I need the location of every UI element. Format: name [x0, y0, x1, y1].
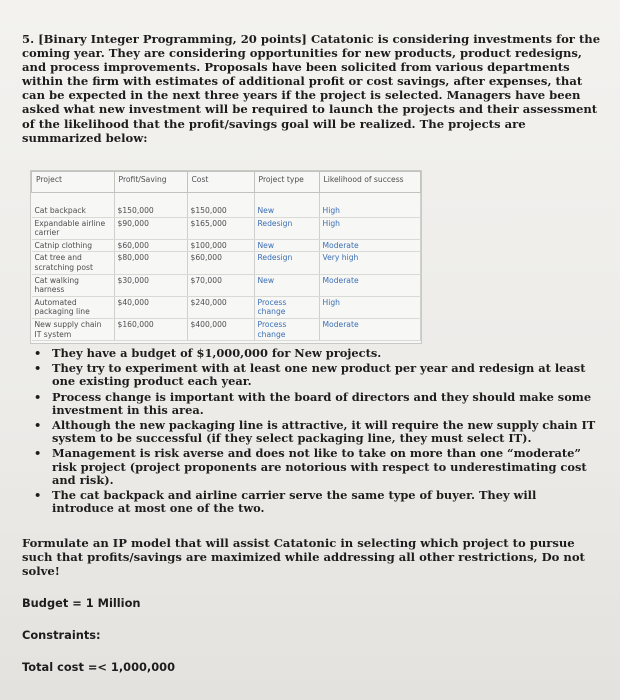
list-item	[30, 447, 600, 487]
cell-project: Automated packaging line	[32, 296, 115, 318]
total-cost-constraint: Total cost =< 1,000,000	[22, 660, 176, 674]
table-row	[32, 252, 421, 274]
header-project: Project	[32, 172, 115, 193]
cell-profit: $160,000	[114, 318, 187, 340]
cell-cost: $240,000	[187, 296, 254, 318]
cell-type: New	[254, 205, 319, 217]
list-item	[30, 362, 600, 388]
cell-profit: $150,000	[114, 205, 187, 217]
cell-project: Cat walking harness	[32, 274, 115, 296]
list-item	[30, 347, 600, 360]
table-spacer-row	[32, 193, 421, 206]
list-item-text: Process change is important with the board of directors and they should make some investment in this area.	[52, 389, 592, 417]
list-item-text: They try to experiment with at least one new product per year and redesign at least one existing product each year.	[52, 361, 586, 389]
cell-cost: $400,000	[187, 318, 254, 340]
cell-project: New supply chain IT system	[32, 318, 115, 340]
cell-type: Redesign	[254, 252, 319, 274]
budget-answer: Budget = 1 Million	[22, 596, 141, 610]
cell-project: Cat backpack	[32, 205, 115, 217]
bullet-icon: •	[34, 361, 42, 376]
table-row	[32, 296, 421, 318]
list-item	[30, 391, 600, 417]
projects-table	[31, 171, 421, 341]
header-project-type: Project type	[254, 172, 319, 193]
cell-cost: $60,000	[187, 252, 254, 274]
cell-project: Expandable airline carrier	[32, 217, 115, 239]
projects-table-image	[30, 170, 422, 344]
list-item	[30, 419, 600, 445]
cell-project: Catnip clothing	[32, 239, 115, 252]
cell-type: New	[254, 239, 319, 252]
list-item	[30, 489, 600, 515]
cell-type: New	[254, 274, 319, 296]
table-row	[32, 217, 421, 239]
cell-profit: $40,000	[114, 296, 187, 318]
table-header-row	[32, 172, 421, 193]
cell-profit: $80,000	[114, 252, 187, 274]
cell-likelihood: Moderate	[319, 318, 421, 340]
table-row	[32, 318, 421, 340]
cell-cost: $100,000	[187, 239, 254, 252]
question-text: 5. [Binary Integer Programming, 20 points] Catatonic is considering investments for the coming year. They are considering opportunities for new products, product redesigns, and process improvements. Proposals have been solicited from various departments within the firm with estimates of additional profit or cost savings, after expenses, that can be expected in the next three years if the project is selected. Managers have been asked what new investment will be required to launch the projects and their assessment of the likelihood that the profit/savings goal will be realized. The projects are summarized below:	[22, 32, 601, 145]
table-row	[32, 239, 421, 252]
bullet-icon: •	[34, 389, 42, 404]
list-item-text: They have a budget of $1,000,000 for New projects.	[52, 346, 382, 360]
cell-likelihood: Very high	[319, 252, 421, 274]
cell-type: Process change	[254, 296, 319, 318]
cell-likelihood: High	[319, 205, 421, 217]
cell-likelihood: High	[319, 217, 421, 239]
bullet-icon: •	[34, 346, 42, 360]
cell-cost: $150,000	[187, 205, 254, 217]
cell-project: Cat tree and scratching post	[32, 252, 115, 274]
bullet-icon: •	[34, 446, 42, 461]
cell-type: Redesign	[254, 217, 319, 239]
bullet-icon: •	[34, 418, 42, 433]
list-item-text: Although the new packaging line is attractive, it will require the new supply chain IT system to be successful (if they select packaging line, they must select IT).	[52, 418, 596, 446]
cell-profit: $60,000	[114, 239, 187, 252]
cell-likelihood: Moderate	[319, 239, 421, 252]
list-item-text: Management is risk averse and does not like to take on more than one “moderate” risk project (project proponents are notorious with respect to underestimating cost and risk).	[52, 446, 587, 487]
header-likelihood: Likelihood of success	[319, 172, 421, 193]
bullet-icon: •	[34, 488, 42, 503]
table-row	[32, 274, 421, 296]
cell-cost: $70,000	[187, 274, 254, 296]
cell-likelihood: High	[319, 296, 421, 318]
header-cost: Cost	[187, 172, 254, 193]
constraints-heading: Constraints:	[22, 628, 101, 642]
cell-likelihood: Moderate	[319, 274, 421, 296]
restrictions-list	[30, 347, 600, 517]
formulate-instruction: Formulate an IP model that will assist Catatonic in selecting which project to pursue such that profits/savings are maximized while addressing all other restrictions, Do not solve!	[22, 536, 585, 578]
cell-cost: $165,000	[187, 217, 254, 239]
table-row	[32, 205, 421, 217]
cell-profit: $90,000	[114, 217, 187, 239]
list-item-text: The cat backpack and airline carrier serve the same type of buyer. They will introduce at most one of the two.	[52, 488, 537, 516]
cell-profit: $30,000	[114, 274, 187, 296]
cell-type: Process change	[254, 318, 319, 340]
header-profit-saving: Profit/Saving	[114, 172, 187, 193]
